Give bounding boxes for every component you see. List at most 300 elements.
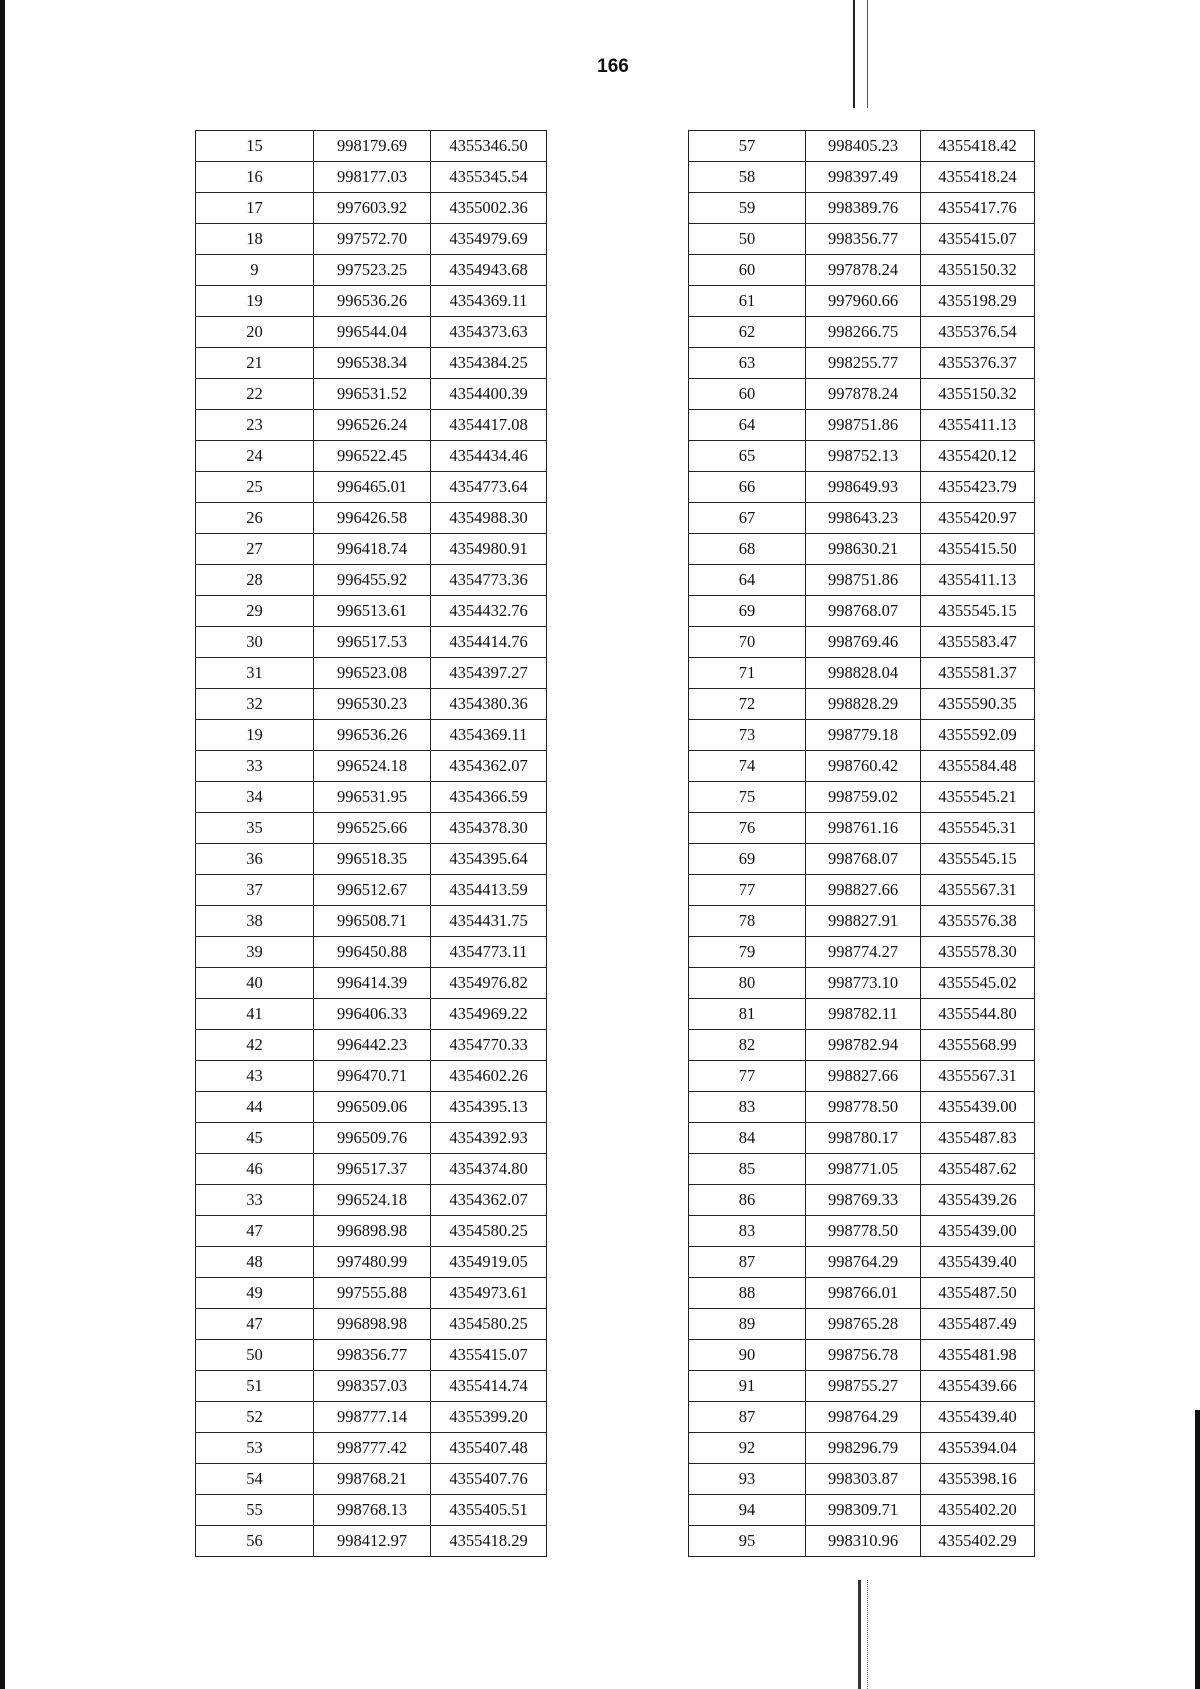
table-row bbox=[689, 1154, 1035, 1185]
table-row bbox=[196, 255, 547, 286]
x-coordinate-cell: 996513.61 bbox=[314, 596, 431, 627]
x-coordinate-cell: 998773.10 bbox=[806, 968, 921, 999]
y-coordinate-cell: 4355376.54 bbox=[921, 317, 1035, 348]
y-coordinate-cell: 4355578.30 bbox=[921, 937, 1035, 968]
y-coordinate-cell: 4354919.05 bbox=[431, 1247, 547, 1278]
table-row bbox=[196, 968, 547, 999]
point-number-cell: 29 bbox=[196, 596, 314, 627]
point-number-cell: 24 bbox=[196, 441, 314, 472]
y-coordinate-cell: 4354374.80 bbox=[431, 1154, 547, 1185]
table-row bbox=[689, 782, 1035, 813]
x-coordinate-cell: 998777.42 bbox=[314, 1433, 431, 1464]
y-coordinate-cell: 4355411.13 bbox=[921, 410, 1035, 441]
point-number-cell: 79 bbox=[689, 937, 806, 968]
y-coordinate-cell: 4354973.61 bbox=[431, 1278, 547, 1309]
y-coordinate-cell: 4355487.49 bbox=[921, 1309, 1035, 1340]
x-coordinate-cell: 998643.23 bbox=[806, 503, 921, 534]
x-coordinate-cell: 998771.05 bbox=[806, 1154, 921, 1185]
y-coordinate-cell: 4355592.09 bbox=[921, 720, 1035, 751]
y-coordinate-cell: 4355346.50 bbox=[431, 131, 547, 162]
y-coordinate-cell: 4355402.29 bbox=[921, 1526, 1035, 1557]
x-coordinate-cell: 997603.92 bbox=[314, 193, 431, 224]
y-coordinate-cell: 4355590.35 bbox=[921, 689, 1035, 720]
x-coordinate-cell: 998766.01 bbox=[806, 1278, 921, 1309]
table-row bbox=[196, 844, 547, 875]
point-number-cell: 61 bbox=[689, 286, 806, 317]
table-row bbox=[689, 131, 1035, 162]
y-coordinate-cell: 4355417.76 bbox=[921, 193, 1035, 224]
y-coordinate-cell: 4354602.26 bbox=[431, 1061, 547, 1092]
y-coordinate-cell: 4355583.47 bbox=[921, 627, 1035, 658]
table-row bbox=[196, 1433, 547, 1464]
point-number-cell: 75 bbox=[689, 782, 806, 813]
point-number-cell: 52 bbox=[196, 1402, 314, 1433]
point-number-cell: 9 bbox=[196, 255, 314, 286]
point-number-cell: 39 bbox=[196, 937, 314, 968]
coordinates-table-left bbox=[195, 130, 547, 1557]
x-coordinate-cell: 998769.46 bbox=[806, 627, 921, 658]
x-coordinate-cell: 998759.02 bbox=[806, 782, 921, 813]
point-number-cell: 41 bbox=[196, 999, 314, 1030]
point-number-cell: 93 bbox=[689, 1464, 806, 1495]
table-row bbox=[196, 1092, 547, 1123]
binding-mark-top bbox=[853, 0, 868, 108]
table-row bbox=[689, 472, 1035, 503]
table-row bbox=[196, 751, 547, 782]
table-row bbox=[196, 441, 547, 472]
table-row bbox=[689, 503, 1035, 534]
point-number-cell: 55 bbox=[196, 1495, 314, 1526]
point-number-cell: 40 bbox=[196, 968, 314, 999]
table-row bbox=[196, 1526, 547, 1557]
point-number-cell: 69 bbox=[689, 596, 806, 627]
x-coordinate-cell: 998755.27 bbox=[806, 1371, 921, 1402]
y-coordinate-cell: 4355439.26 bbox=[921, 1185, 1035, 1216]
point-number-cell: 25 bbox=[196, 472, 314, 503]
x-coordinate-cell: 997960.66 bbox=[806, 286, 921, 317]
table-row bbox=[196, 1495, 547, 1526]
point-number-cell: 16 bbox=[196, 162, 314, 193]
x-coordinate-cell: 998768.07 bbox=[806, 596, 921, 627]
x-coordinate-cell: 998827.91 bbox=[806, 906, 921, 937]
y-coordinate-cell: 4355405.51 bbox=[431, 1495, 547, 1526]
point-number-cell: 62 bbox=[689, 317, 806, 348]
point-number-cell: 43 bbox=[196, 1061, 314, 1092]
table-row bbox=[689, 441, 1035, 472]
y-coordinate-cell: 4354397.27 bbox=[431, 658, 547, 689]
x-coordinate-cell: 996524.18 bbox=[314, 1185, 431, 1216]
y-coordinate-cell: 4354969.22 bbox=[431, 999, 547, 1030]
point-number-cell: 21 bbox=[196, 348, 314, 379]
y-coordinate-cell: 4355487.62 bbox=[921, 1154, 1035, 1185]
table-row bbox=[196, 348, 547, 379]
y-coordinate-cell: 4355545.21 bbox=[921, 782, 1035, 813]
point-number-cell: 47 bbox=[196, 1309, 314, 1340]
table-row bbox=[689, 1309, 1035, 1340]
point-number-cell: 85 bbox=[689, 1154, 806, 1185]
point-number-cell: 67 bbox=[689, 503, 806, 534]
y-coordinate-cell: 4354413.59 bbox=[431, 875, 547, 906]
x-coordinate-cell: 998255.77 bbox=[806, 348, 921, 379]
y-coordinate-cell: 4354414.76 bbox=[431, 627, 547, 658]
x-coordinate-cell: 996470.71 bbox=[314, 1061, 431, 1092]
x-coordinate-cell: 998827.66 bbox=[806, 875, 921, 906]
y-coordinate-cell: 4354580.25 bbox=[431, 1216, 547, 1247]
table-row bbox=[689, 1030, 1035, 1061]
y-coordinate-cell: 4354980.91 bbox=[431, 534, 547, 565]
x-coordinate-cell: 998357.03 bbox=[314, 1371, 431, 1402]
point-number-cell: 38 bbox=[196, 906, 314, 937]
table-row bbox=[689, 348, 1035, 379]
table-row bbox=[196, 906, 547, 937]
y-coordinate-cell: 4354395.13 bbox=[431, 1092, 547, 1123]
y-coordinate-cell: 4355487.50 bbox=[921, 1278, 1035, 1309]
point-number-cell: 51 bbox=[196, 1371, 314, 1402]
x-coordinate-cell: 996531.52 bbox=[314, 379, 431, 410]
y-coordinate-cell: 4355418.24 bbox=[921, 162, 1035, 193]
point-number-cell: 63 bbox=[689, 348, 806, 379]
point-number-cell: 71 bbox=[689, 658, 806, 689]
x-coordinate-cell: 998179.69 bbox=[314, 131, 431, 162]
y-coordinate-cell: 4355198.29 bbox=[921, 286, 1035, 317]
point-number-cell: 58 bbox=[689, 162, 806, 193]
y-coordinate-cell: 4354580.25 bbox=[431, 1309, 547, 1340]
x-coordinate-cell: 998412.97 bbox=[314, 1526, 431, 1557]
table-row bbox=[689, 937, 1035, 968]
y-coordinate-cell: 4354773.64 bbox=[431, 472, 547, 503]
y-coordinate-cell: 4354369.11 bbox=[431, 286, 547, 317]
table-row bbox=[689, 255, 1035, 286]
y-coordinate-cell: 4354366.59 bbox=[431, 782, 547, 813]
table-row bbox=[689, 224, 1035, 255]
x-coordinate-cell: 996538.34 bbox=[314, 348, 431, 379]
table-row bbox=[196, 658, 547, 689]
y-coordinate-cell: 4355407.76 bbox=[431, 1464, 547, 1495]
table-row bbox=[689, 1495, 1035, 1526]
point-number-cell: 17 bbox=[196, 193, 314, 224]
point-number-cell: 46 bbox=[196, 1154, 314, 1185]
point-number-cell: 60 bbox=[689, 255, 806, 286]
y-coordinate-cell: 4355439.40 bbox=[921, 1247, 1035, 1278]
y-coordinate-cell: 4355567.31 bbox=[921, 1061, 1035, 1092]
point-number-cell: 64 bbox=[689, 410, 806, 441]
y-coordinate-cell: 4355411.13 bbox=[921, 565, 1035, 596]
x-coordinate-cell: 998780.17 bbox=[806, 1123, 921, 1154]
y-coordinate-cell: 4355414.74 bbox=[431, 1371, 547, 1402]
table-row bbox=[689, 1092, 1035, 1123]
y-coordinate-cell: 4355423.79 bbox=[921, 472, 1035, 503]
point-number-cell: 19 bbox=[196, 286, 314, 317]
x-coordinate-cell: 998779.18 bbox=[806, 720, 921, 751]
table-row bbox=[196, 596, 547, 627]
table-row bbox=[196, 937, 547, 968]
x-coordinate-cell: 996406.33 bbox=[314, 999, 431, 1030]
x-coordinate-cell: 996418.74 bbox=[314, 534, 431, 565]
y-coordinate-cell: 4355545.02 bbox=[921, 968, 1035, 999]
y-coordinate-cell: 4355567.31 bbox=[921, 875, 1035, 906]
point-number-cell: 49 bbox=[196, 1278, 314, 1309]
y-coordinate-cell: 4355002.36 bbox=[431, 193, 547, 224]
x-coordinate-cell: 998303.87 bbox=[806, 1464, 921, 1495]
scan-edge-right bbox=[1195, 1410, 1200, 1689]
y-coordinate-cell: 4354988.30 bbox=[431, 503, 547, 534]
y-coordinate-cell: 4355399.20 bbox=[431, 1402, 547, 1433]
x-coordinate-cell: 998764.29 bbox=[806, 1247, 921, 1278]
x-coordinate-cell: 996512.67 bbox=[314, 875, 431, 906]
page-number: 166 bbox=[597, 56, 629, 77]
x-coordinate-cell: 998828.04 bbox=[806, 658, 921, 689]
y-coordinate-cell: 4354943.68 bbox=[431, 255, 547, 286]
y-coordinate-cell: 4354369.11 bbox=[431, 720, 547, 751]
table-row bbox=[689, 906, 1035, 937]
x-coordinate-cell: 998630.21 bbox=[806, 534, 921, 565]
table-row bbox=[196, 1371, 547, 1402]
point-number-cell: 80 bbox=[689, 968, 806, 999]
point-number-cell: 68 bbox=[689, 534, 806, 565]
table-row bbox=[689, 1247, 1035, 1278]
table-row bbox=[689, 689, 1035, 720]
table-row bbox=[196, 193, 547, 224]
table-row bbox=[689, 1278, 1035, 1309]
y-coordinate-cell: 4354431.75 bbox=[431, 906, 547, 937]
table-row bbox=[689, 1185, 1035, 1216]
y-coordinate-cell: 4355407.48 bbox=[431, 1433, 547, 1464]
point-number-cell: 74 bbox=[689, 751, 806, 782]
x-coordinate-cell: 998765.28 bbox=[806, 1309, 921, 1340]
x-coordinate-cell: 996414.39 bbox=[314, 968, 431, 999]
table-row bbox=[196, 689, 547, 720]
y-coordinate-cell: 4354432.76 bbox=[431, 596, 547, 627]
x-coordinate-cell: 998310.96 bbox=[806, 1526, 921, 1557]
point-number-cell: 56 bbox=[196, 1526, 314, 1557]
point-number-cell: 32 bbox=[196, 689, 314, 720]
x-coordinate-cell: 998769.33 bbox=[806, 1185, 921, 1216]
table-row bbox=[196, 503, 547, 534]
table-row bbox=[196, 565, 547, 596]
x-coordinate-cell: 996517.37 bbox=[314, 1154, 431, 1185]
y-coordinate-cell: 4355439.40 bbox=[921, 1402, 1035, 1433]
y-coordinate-cell: 4354417.08 bbox=[431, 410, 547, 441]
table-row bbox=[689, 596, 1035, 627]
x-coordinate-cell: 996898.98 bbox=[314, 1309, 431, 1340]
x-coordinate-cell: 998768.21 bbox=[314, 1464, 431, 1495]
table-row bbox=[689, 286, 1035, 317]
table-row bbox=[196, 875, 547, 906]
point-number-cell: 53 bbox=[196, 1433, 314, 1464]
x-coordinate-cell: 998828.29 bbox=[806, 689, 921, 720]
y-coordinate-cell: 4354378.30 bbox=[431, 813, 547, 844]
point-number-cell: 77 bbox=[689, 875, 806, 906]
table-row bbox=[196, 379, 547, 410]
x-coordinate-cell: 996455.92 bbox=[314, 565, 431, 596]
y-coordinate-cell: 4354392.93 bbox=[431, 1123, 547, 1154]
x-coordinate-cell: 998827.66 bbox=[806, 1061, 921, 1092]
table-row bbox=[689, 1371, 1035, 1402]
y-coordinate-cell: 4355415.07 bbox=[921, 224, 1035, 255]
x-coordinate-cell: 998266.75 bbox=[806, 317, 921, 348]
table-row bbox=[689, 1123, 1035, 1154]
y-coordinate-cell: 4354434.46 bbox=[431, 441, 547, 472]
x-coordinate-cell: 997878.24 bbox=[806, 255, 921, 286]
y-coordinate-cell: 4355481.98 bbox=[921, 1340, 1035, 1371]
point-number-cell: 30 bbox=[196, 627, 314, 658]
point-number-cell: 90 bbox=[689, 1340, 806, 1371]
x-coordinate-cell: 998756.78 bbox=[806, 1340, 921, 1371]
table-row bbox=[689, 999, 1035, 1030]
table-row bbox=[196, 131, 547, 162]
point-number-cell: 81 bbox=[689, 999, 806, 1030]
y-coordinate-cell: 4355545.15 bbox=[921, 844, 1035, 875]
x-coordinate-cell: 998389.76 bbox=[806, 193, 921, 224]
table-row bbox=[689, 317, 1035, 348]
point-number-cell: 28 bbox=[196, 565, 314, 596]
x-coordinate-cell: 998397.49 bbox=[806, 162, 921, 193]
point-number-cell: 83 bbox=[689, 1092, 806, 1123]
x-coordinate-cell: 996450.88 bbox=[314, 937, 431, 968]
table-row bbox=[689, 968, 1035, 999]
table-row bbox=[689, 1526, 1035, 1557]
y-coordinate-cell: 4354400.39 bbox=[431, 379, 547, 410]
x-coordinate-cell: 997878.24 bbox=[806, 379, 921, 410]
x-coordinate-cell: 997480.99 bbox=[314, 1247, 431, 1278]
point-number-cell: 34 bbox=[196, 782, 314, 813]
point-number-cell: 78 bbox=[689, 906, 806, 937]
x-coordinate-cell: 998405.23 bbox=[806, 131, 921, 162]
x-coordinate-cell: 997572.70 bbox=[314, 224, 431, 255]
point-number-cell: 19 bbox=[196, 720, 314, 751]
y-coordinate-cell: 4354770.33 bbox=[431, 1030, 547, 1061]
table-row bbox=[196, 627, 547, 658]
x-coordinate-cell: 998356.77 bbox=[314, 1340, 431, 1371]
point-number-cell: 22 bbox=[196, 379, 314, 410]
point-number-cell: 33 bbox=[196, 751, 314, 782]
x-coordinate-cell: 998778.50 bbox=[806, 1092, 921, 1123]
y-coordinate-cell: 4355576.38 bbox=[921, 906, 1035, 937]
table-row bbox=[196, 1216, 547, 1247]
table-row bbox=[196, 813, 547, 844]
y-coordinate-cell: 4354976.82 bbox=[431, 968, 547, 999]
table-row bbox=[689, 813, 1035, 844]
y-coordinate-cell: 4354979.69 bbox=[431, 224, 547, 255]
y-coordinate-cell: 4355568.99 bbox=[921, 1030, 1035, 1061]
table-row bbox=[689, 1402, 1035, 1433]
x-coordinate-cell: 996517.53 bbox=[314, 627, 431, 658]
x-coordinate-cell: 996465.01 bbox=[314, 472, 431, 503]
point-number-cell: 92 bbox=[689, 1433, 806, 1464]
y-coordinate-cell: 4355345.54 bbox=[431, 162, 547, 193]
table-row bbox=[689, 627, 1035, 658]
y-coordinate-cell: 4355581.37 bbox=[921, 658, 1035, 689]
point-number-cell: 15 bbox=[196, 131, 314, 162]
point-number-cell: 94 bbox=[689, 1495, 806, 1526]
x-coordinate-cell: 996523.08 bbox=[314, 658, 431, 689]
table-row bbox=[689, 1464, 1035, 1495]
point-number-cell: 50 bbox=[689, 224, 806, 255]
x-coordinate-cell: 998309.71 bbox=[806, 1495, 921, 1526]
x-coordinate-cell: 996536.26 bbox=[314, 286, 431, 317]
x-coordinate-cell: 996536.26 bbox=[314, 720, 431, 751]
point-number-cell: 27 bbox=[196, 534, 314, 565]
point-number-cell: 47 bbox=[196, 1216, 314, 1247]
y-coordinate-cell: 4355418.29 bbox=[431, 1526, 547, 1557]
table-row bbox=[196, 1247, 547, 1278]
point-number-cell: 91 bbox=[689, 1371, 806, 1402]
point-number-cell: 59 bbox=[689, 193, 806, 224]
table-row bbox=[689, 1216, 1035, 1247]
table-row bbox=[196, 1402, 547, 1433]
point-number-cell: 31 bbox=[196, 658, 314, 689]
x-coordinate-cell: 996518.35 bbox=[314, 844, 431, 875]
x-coordinate-cell: 998764.29 bbox=[806, 1402, 921, 1433]
x-coordinate-cell: 998777.14 bbox=[314, 1402, 431, 1433]
y-coordinate-cell: 4354362.07 bbox=[431, 1185, 547, 1216]
table-row bbox=[689, 875, 1035, 906]
table-row bbox=[196, 782, 547, 813]
point-number-cell: 18 bbox=[196, 224, 314, 255]
table-row bbox=[196, 286, 547, 317]
y-coordinate-cell: 4355376.37 bbox=[921, 348, 1035, 379]
table-row bbox=[689, 193, 1035, 224]
x-coordinate-cell: 996509.06 bbox=[314, 1092, 431, 1123]
table-row bbox=[689, 1061, 1035, 1092]
table-row bbox=[196, 720, 547, 751]
point-number-cell: 35 bbox=[196, 813, 314, 844]
point-number-cell: 54 bbox=[196, 1464, 314, 1495]
point-number-cell: 73 bbox=[689, 720, 806, 751]
y-coordinate-cell: 4354380.36 bbox=[431, 689, 547, 720]
point-number-cell: 87 bbox=[689, 1247, 806, 1278]
table-row bbox=[196, 224, 547, 255]
table-row bbox=[689, 162, 1035, 193]
table-row bbox=[196, 1185, 547, 1216]
x-coordinate-cell: 996524.18 bbox=[314, 751, 431, 782]
x-coordinate-cell: 998760.42 bbox=[806, 751, 921, 782]
table-row bbox=[196, 1061, 547, 1092]
table-row bbox=[689, 751, 1035, 782]
table-row bbox=[689, 1340, 1035, 1371]
x-coordinate-cell: 996526.24 bbox=[314, 410, 431, 441]
point-number-cell: 89 bbox=[689, 1309, 806, 1340]
x-coordinate-cell: 996442.23 bbox=[314, 1030, 431, 1061]
scan-edge-left bbox=[0, 0, 5, 1689]
x-coordinate-cell: 998751.86 bbox=[806, 565, 921, 596]
point-number-cell: 45 bbox=[196, 1123, 314, 1154]
table-row bbox=[196, 1123, 547, 1154]
x-coordinate-cell: 998649.93 bbox=[806, 472, 921, 503]
table-row bbox=[689, 379, 1035, 410]
table-row bbox=[196, 472, 547, 503]
point-number-cell: 65 bbox=[689, 441, 806, 472]
x-coordinate-cell: 998761.16 bbox=[806, 813, 921, 844]
y-coordinate-cell: 4354384.25 bbox=[431, 348, 547, 379]
y-coordinate-cell: 4355398.16 bbox=[921, 1464, 1035, 1495]
point-number-cell: 20 bbox=[196, 317, 314, 348]
x-coordinate-cell: 998774.27 bbox=[806, 937, 921, 968]
x-coordinate-cell: 998752.13 bbox=[806, 441, 921, 472]
table-row bbox=[689, 720, 1035, 751]
y-coordinate-cell: 4354373.63 bbox=[431, 317, 547, 348]
y-coordinate-cell: 4354773.36 bbox=[431, 565, 547, 596]
x-coordinate-cell: 996509.76 bbox=[314, 1123, 431, 1154]
y-coordinate-cell: 4355415.07 bbox=[431, 1340, 547, 1371]
table-row bbox=[689, 844, 1035, 875]
y-coordinate-cell: 4355394.04 bbox=[921, 1433, 1035, 1464]
table-row bbox=[196, 1340, 547, 1371]
y-coordinate-cell: 4355418.42 bbox=[921, 131, 1035, 162]
table-row bbox=[196, 162, 547, 193]
x-coordinate-cell: 996530.23 bbox=[314, 689, 431, 720]
point-number-cell: 87 bbox=[689, 1402, 806, 1433]
